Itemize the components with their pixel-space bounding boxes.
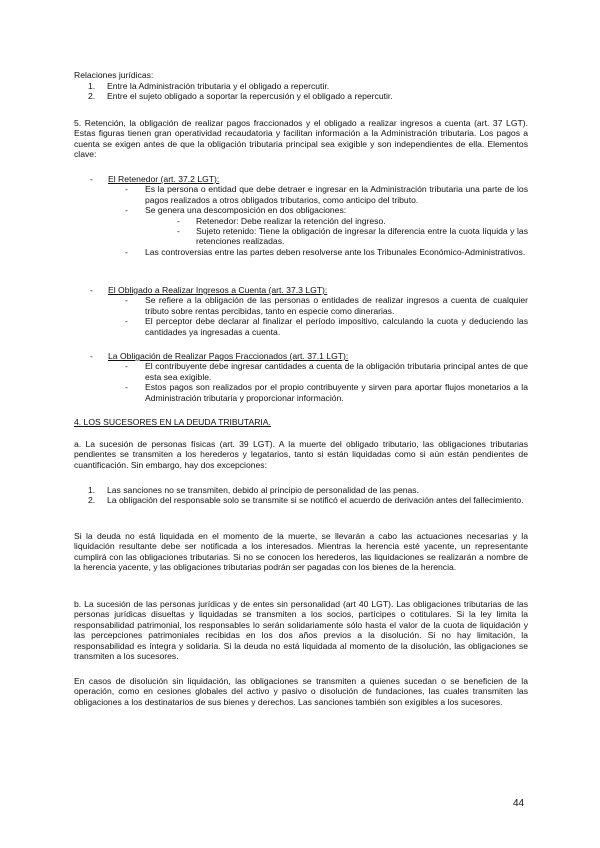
- page-number: 44: [513, 798, 525, 809]
- bullet-dash: -: [125, 184, 128, 195]
- list-number: 2.: [88, 91, 96, 102]
- retencion-intro: 5. Retención, la obligación de realizar pagos fraccionados y el obligado a realizar ingresos a cuenta (art. 37 LGT). Estas figuras tienen gran operatividad recaudatoria y facilitan información a la Administración tributaria. Los pagos a cuenta se exigen antes de que la obligación tributaria principal sea exigible y son independientes de ella. Elementos clave:: [74, 118, 528, 160]
- bullet-dash: -: [177, 215, 180, 226]
- list-item: [177, 226, 528, 247]
- list-text: Entre la Administración tributaria y el obligado a repercutir.: [107, 81, 330, 91]
- paragraph-deuda-no-liquidada: Si la deuda no está liquidada en el momento de la muerte, se llevarán a cabo las actuaciones necesarias y la liquidación resultante debe ser notificada a los interesados. Mientras la herencia esté yacente, un representante cumplirá con las obligaciones tributarias. Si no se conocen los herederos, las liquidaciones se realizarán a nombre de la herencia yacente, y las obligaciones tributarias podrán ser pagadas con los bienes de la herencia.: [74, 531, 528, 573]
- section-title: La Obligación de Realizar Pagos Fraccionados (art. 37.1 LGT):: [108, 351, 349, 361]
- list-text: Es la persona o entidad que debe detraer e ingresar en la Administración tributaria una parte de los pagos realizados a otros obligados tributarios, como anticipo del tributo.: [145, 184, 528, 205]
- section-title: El Obligado a Realizar Ingresos a Cuenta (art. 37.3 LGT):: [108, 285, 328, 295]
- section-heading: [90, 351, 528, 361]
- list-item: [125, 295, 528, 316]
- list-text: Se refiere a la obligación de las personas o entidades de realizar ingresos a cuenta de cualquier tributo sobre rentas percibidas, tanto en especie como dinerarias.: [145, 295, 528, 316]
- bullet-dash: -: [125, 361, 128, 372]
- paragraph-personas-fisicas: a. La sucesión de personas físicas (art. 39 LGT). A la muerte del obligado tributario, las obligaciones tributarias pendientes se transmiten a los herederos y legatarios, tanto si están liquidadas como si aún están pendientes de cuantificación. Sin embargo, hay dos excepciones:: [74, 439, 528, 470]
- list-item: [74, 91, 528, 101]
- list-text: Las sanciones no se transmiten, debido al principio de personalidad de las penas.: [107, 485, 419, 495]
- list-item: [125, 205, 528, 215]
- list-item: [177, 216, 528, 226]
- list-number: 1.: [88, 485, 96, 495]
- list-text: Entre el sujeto obligado a soportar la repercusión y el obligado a repercutir.: [107, 91, 393, 102]
- list-text: Sujeto retenido: Tiene la obligación de ingresar la diferencia entre la cuota líquida y las retenciones realizadas.: [196, 226, 528, 247]
- list-item: [125, 247, 528, 257]
- list-item: [125, 184, 528, 205]
- bullet-dash: -: [90, 174, 93, 184]
- bullet-dash: -: [125, 382, 128, 393]
- list-text: El contribuyente debe ingresar cantidades a cuenta de la obligación tributaria principal antes de que esta sea exigible.: [145, 361, 528, 382]
- paragraph-personas-juridicas: b. La sucesión de las personas jurídicas y de entes sin personalidad (art 40 LGT). Las obligaciones tributarias de las personas jurídicas disueltas y liquidadas se transmiten a los socios, partícipes o cotitulares. Si la ley limita la responsabilidad patrimonial, los responsables lo serán solidariamente sólo hasta el valor de la cuota de liquidación y las percepciones patrimoniales recibidas en los dos años previos a la disolución. Si no hay limitación, la responsabilidad es íntegra y solidaria. Si la deuda no está liquidada al momento de la disolución, las obligaciones se transmiten a los sucesores.: [74, 599, 528, 662]
- section-ingresos-a-cuenta: [90, 285, 528, 337]
- list-item: [125, 361, 528, 382]
- bullet-dash: -: [90, 351, 93, 361]
- list-text: Las controversias entre las partes deben resolverse ante los Tribunales Económico-Administrativos.: [145, 246, 526, 257]
- list-number: 1.: [88, 81, 96, 91]
- bullet-dash: -: [177, 226, 180, 237]
- list-item: [125, 382, 528, 403]
- list-text: Estos pagos son realizados por el propio contribuyente y sirven para aportar flujos monetarios a la Administración tributaria y proporcionar información.: [145, 382, 528, 403]
- paragraph-disolucion: En casos de disolución sin liquidación, las obligaciones se transmiten a quienes sucedan o se beneficien de la operación, como en cesiones globales del activo y pasivo o disolución de fundaciones, las cuales transmiten las obligaciones a los destinatarios de sus bienes y derechos. Las sanciones también son exigibles a los sucesores.: [74, 676, 528, 707]
- bullet-dash: -: [125, 295, 128, 306]
- list-item: [74, 485, 528, 495]
- list-item: [74, 81, 528, 91]
- bullet-dash: -: [125, 316, 128, 327]
- relaciones-list: [74, 81, 528, 102]
- section-retenedor: [90, 174, 528, 257]
- bullet-dash: -: [125, 246, 128, 257]
- list-number: 2.: [88, 495, 96, 506]
- list-text: Se genera una descomposición en dos obligaciones:: [145, 205, 347, 216]
- section-heading: [90, 285, 528, 295]
- list-item: [125, 316, 528, 337]
- section-heading: [90, 174, 528, 184]
- excepciones-list: [74, 485, 528, 506]
- section-heading-sucesores: 4. LOS SUCESORES EN LA DEUDA TRIBUTARIA.: [74, 417, 271, 427]
- list-text: Retenedor: Debe realizar la retención del ingreso.: [196, 215, 386, 226]
- list-text: La obligación del responsable solo se transmite si se notificó el acuerdo de derivación antes del fallecimiento.: [107, 495, 524, 506]
- bullet-dash: -: [125, 205, 128, 216]
- section-title: El Retenedor (art. 37.2 LGT):: [108, 174, 220, 184]
- relaciones-title: Relaciones jurídicas:: [74, 70, 154, 80]
- section-pagos-fraccionados: [90, 351, 528, 403]
- list-text: El perceptor debe declarar al finalizar el período impositivo, calculando la cuota y deduciendo las cantidades ya ingresadas a cuenta.: [145, 316, 528, 337]
- list-item: [74, 495, 528, 505]
- bullet-dash: -: [90, 285, 93, 295]
